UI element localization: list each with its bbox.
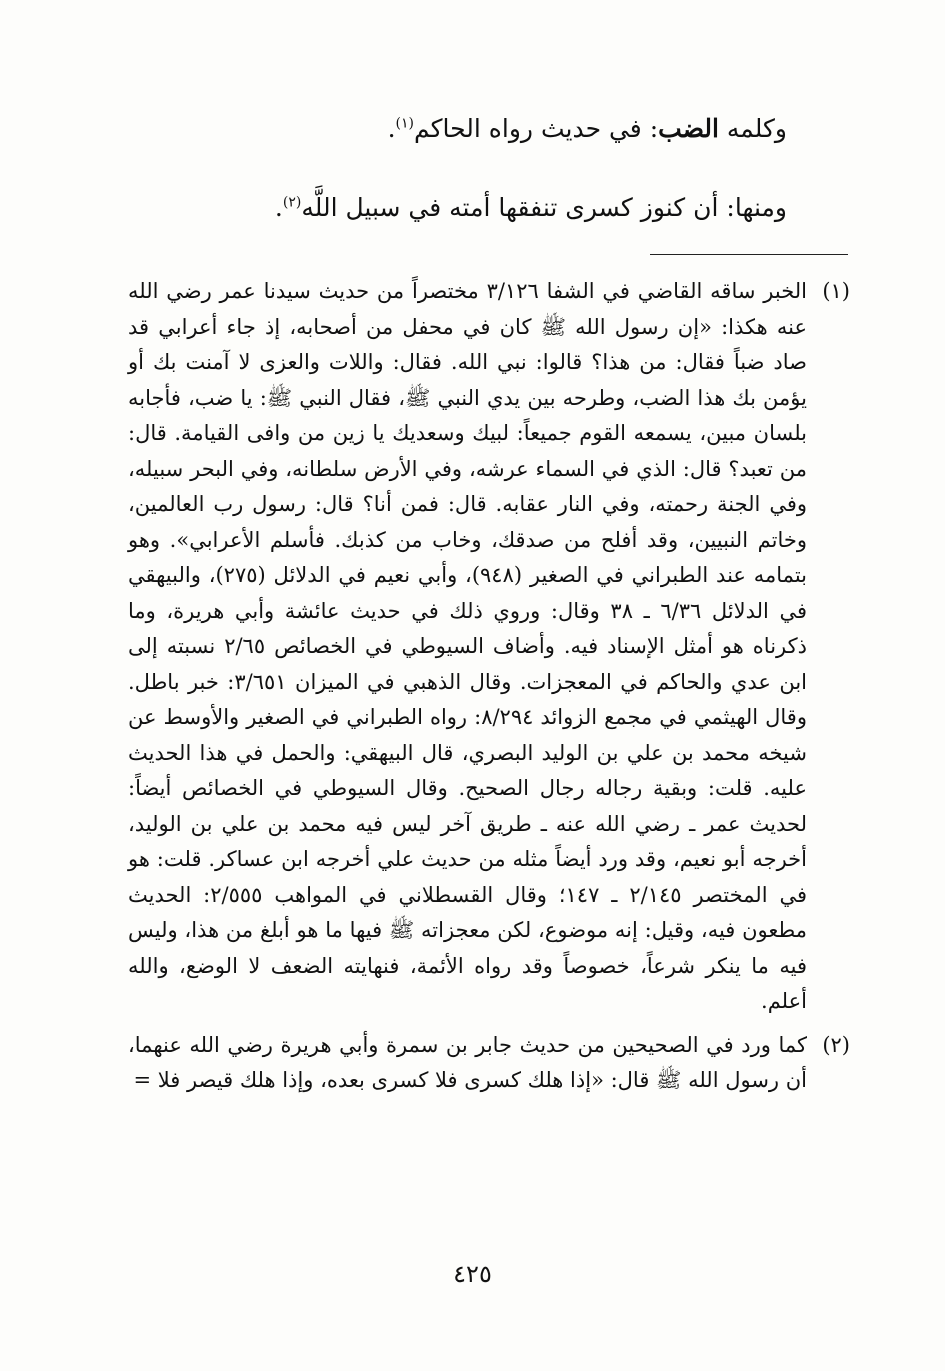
main-text: [147, 112, 787, 270]
footnote-ref-1[interactable]: (١): [395, 115, 414, 132]
footnote-number: (١): [822, 279, 850, 303]
footnote-ref-2[interactable]: (٢): [282, 194, 302, 211]
main-line-2: ومنها: أن كنوز كسرى تنفقها أمته في سبيل اللَّه$^{(٢)}$.: [274, 193, 787, 222]
footnote-number: (٢): [822, 1032, 850, 1057]
main-line-1: وكلمه الضب: في حديث رواه الحاكم$^{(١)}$.: [387, 114, 787, 143]
keyword-dabb: الضب: [658, 114, 719, 143]
footnote-text: كما ورد في الصحيحين من حديث جابر بن سمرة وأبي هريرة رضي الله عنهما، أن رسول الله ﷺ قال: «إذا هلك كسرى فلا كسرى بعده، وإذا هلك قيصر فلا =: [128, 1032, 807, 1092]
footnote-1: [128, 274, 850, 1020]
footnotes: [128, 274, 850, 1107]
footnote-separator: [650, 254, 848, 255]
footnote-2: [128, 1028, 850, 1099]
page-number: ٤٢٥: [453, 1260, 492, 1288]
footnote-text: الخبر ساقه القاضي في الشفا ٣/١٢٦ مختصراً من حديث سيدنا عمر رضي الله عنه هكذا: «إن رسول الله ﷺ كان في محفل من أصحابه، إذ جاء أعرابي قد صاد ضباً فقال: من هذا؟ قالوا: نبي الله. فقال: واللات والعزى لا آمنت بك أو يؤمن بك هذا الضب، وطرحه بين يدي النبي ﷺ، فقال النبي ﷺ: يا ضب، فأجابه بلسان مبين، يسمعه القوم جميعاً: لبيك وسعديك يا زين من وافى القيامة. قال: من تعبد؟ قال: الذي في السماء عرشه، وفي الأرض سلطانه، وفي البحر سبيله، وفي الجنة رحمته، وفي النار عقابه. قال: فمن أنا؟ قال: رسول رب العالمين، وخاتم النبيين، وقد أفلح من صدقك، وخاب من كذبك. فأسلم الأعرابي». وهو بتمامه عند الطبراني في الصغير (٩٤٨)، وأبي نعيم في الدلائل (٢٧٥)، والبيهقي في الدلائل ٦/٣٦ ـ ٣٨ وقال: وروي ذلك في حديث عائشة وأبي هريرة، وما ذكرناه هو أمثل الإسناد فيه. وأضاف السيوطي في الخصائص ٢/٦٥ نسبته إلى ابن عدي والحاكم في المعجزات. وقال الذهبي في الميزان ٣/٦٥١: خبر باطل. وقال الهيثمي في مجمع الزوائد ٨/٢٩٤: رواه الطبراني في الصغير والأوسط عن شيخه محمد بن علي بن الوليد البصري، قال البيهقي: والحمل في هذا الحديث عليه. قلت: وبقية رجاله رجال الصحيح. وقال السيوطي في الخصائص أيضاً: لحديث عمر ـ رضي الله عنه ـ طريق آخر ليس فيه محمد بن علي بن الوليد، أخرجه أبو نعيم، وقد ورد أيضاً مثله من حديث علي أخرجه ابن عساكر. قلت: هو في المختصر ٢/١٤٥ ـ ١٤٧؛ وقال القسطلاني في المواهب ٢/٥٥٥: الحديث مطعون فيه، وقيل: إنه موضوع، لكن معجزاته ﷺ فيها ما هو أبلغ من هذا، وليس فيه ما ينكر شرعاً، خصوصاً وقد رواه الأئمة، فنهايته الضعف لا الوضع، والله أعلم.: [128, 279, 807, 1013]
